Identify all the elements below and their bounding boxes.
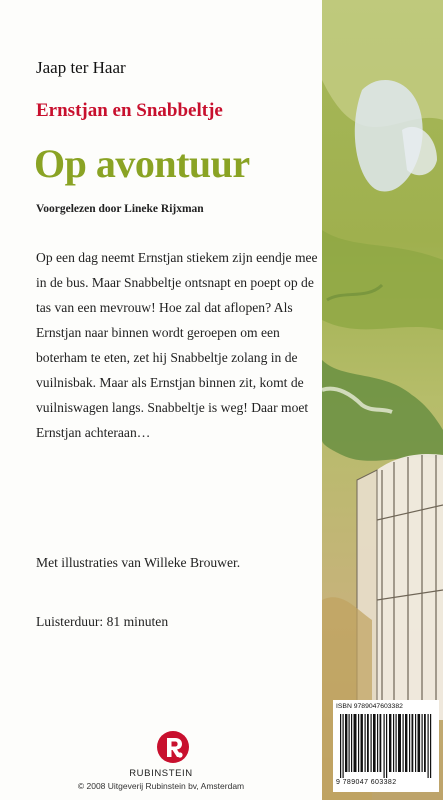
illustrator-credit: Met illustraties van Willeke Brouwer. <box>36 555 241 570</box>
publisher-name: RUBINSTEIN <box>129 768 193 779</box>
narrator-credit: Voorgelezen door Lineke Rijxman <box>36 203 204 215</box>
listening-duration: Luisterduur: 81 minuten <box>36 614 169 629</box>
copyright-line: © 2008 Uitgeverij Rubinstein bv, Amsterdam <box>77 781 245 791</box>
blurb-text: Op een dag neemt Ernstjan stiekem zijn eendje mee in de bus. Maar Snabbeltje ontsnapt en poept op de tas van een mevrouw! Hoe zal dat aflopen? Als Ernstjan naar binnen wordt geroepen om een boterham te eten, zet hij Snabbeltje zolang in de vuilnisbak. Maar als Ernstjan binnen zit, komt de vuilniswagen langs. Snabbeltje is weg! Daar moet Ernstjan achteraan… <box>36 250 318 440</box>
book-title: Op avontuur <box>34 141 250 186</box>
cover-illustration <box>322 0 443 800</box>
author-name: Jaap ter Haar <box>36 58 126 77</box>
barcode-icon <box>336 714 438 778</box>
barcode-digits: 9 789047 603382 <box>336 779 397 786</box>
series-title: Ernstjan en Snabbeltje <box>36 100 223 121</box>
isbn-label: ISBN 9789047603382 <box>336 703 403 710</box>
rubinstein-logo-icon <box>156 730 190 764</box>
